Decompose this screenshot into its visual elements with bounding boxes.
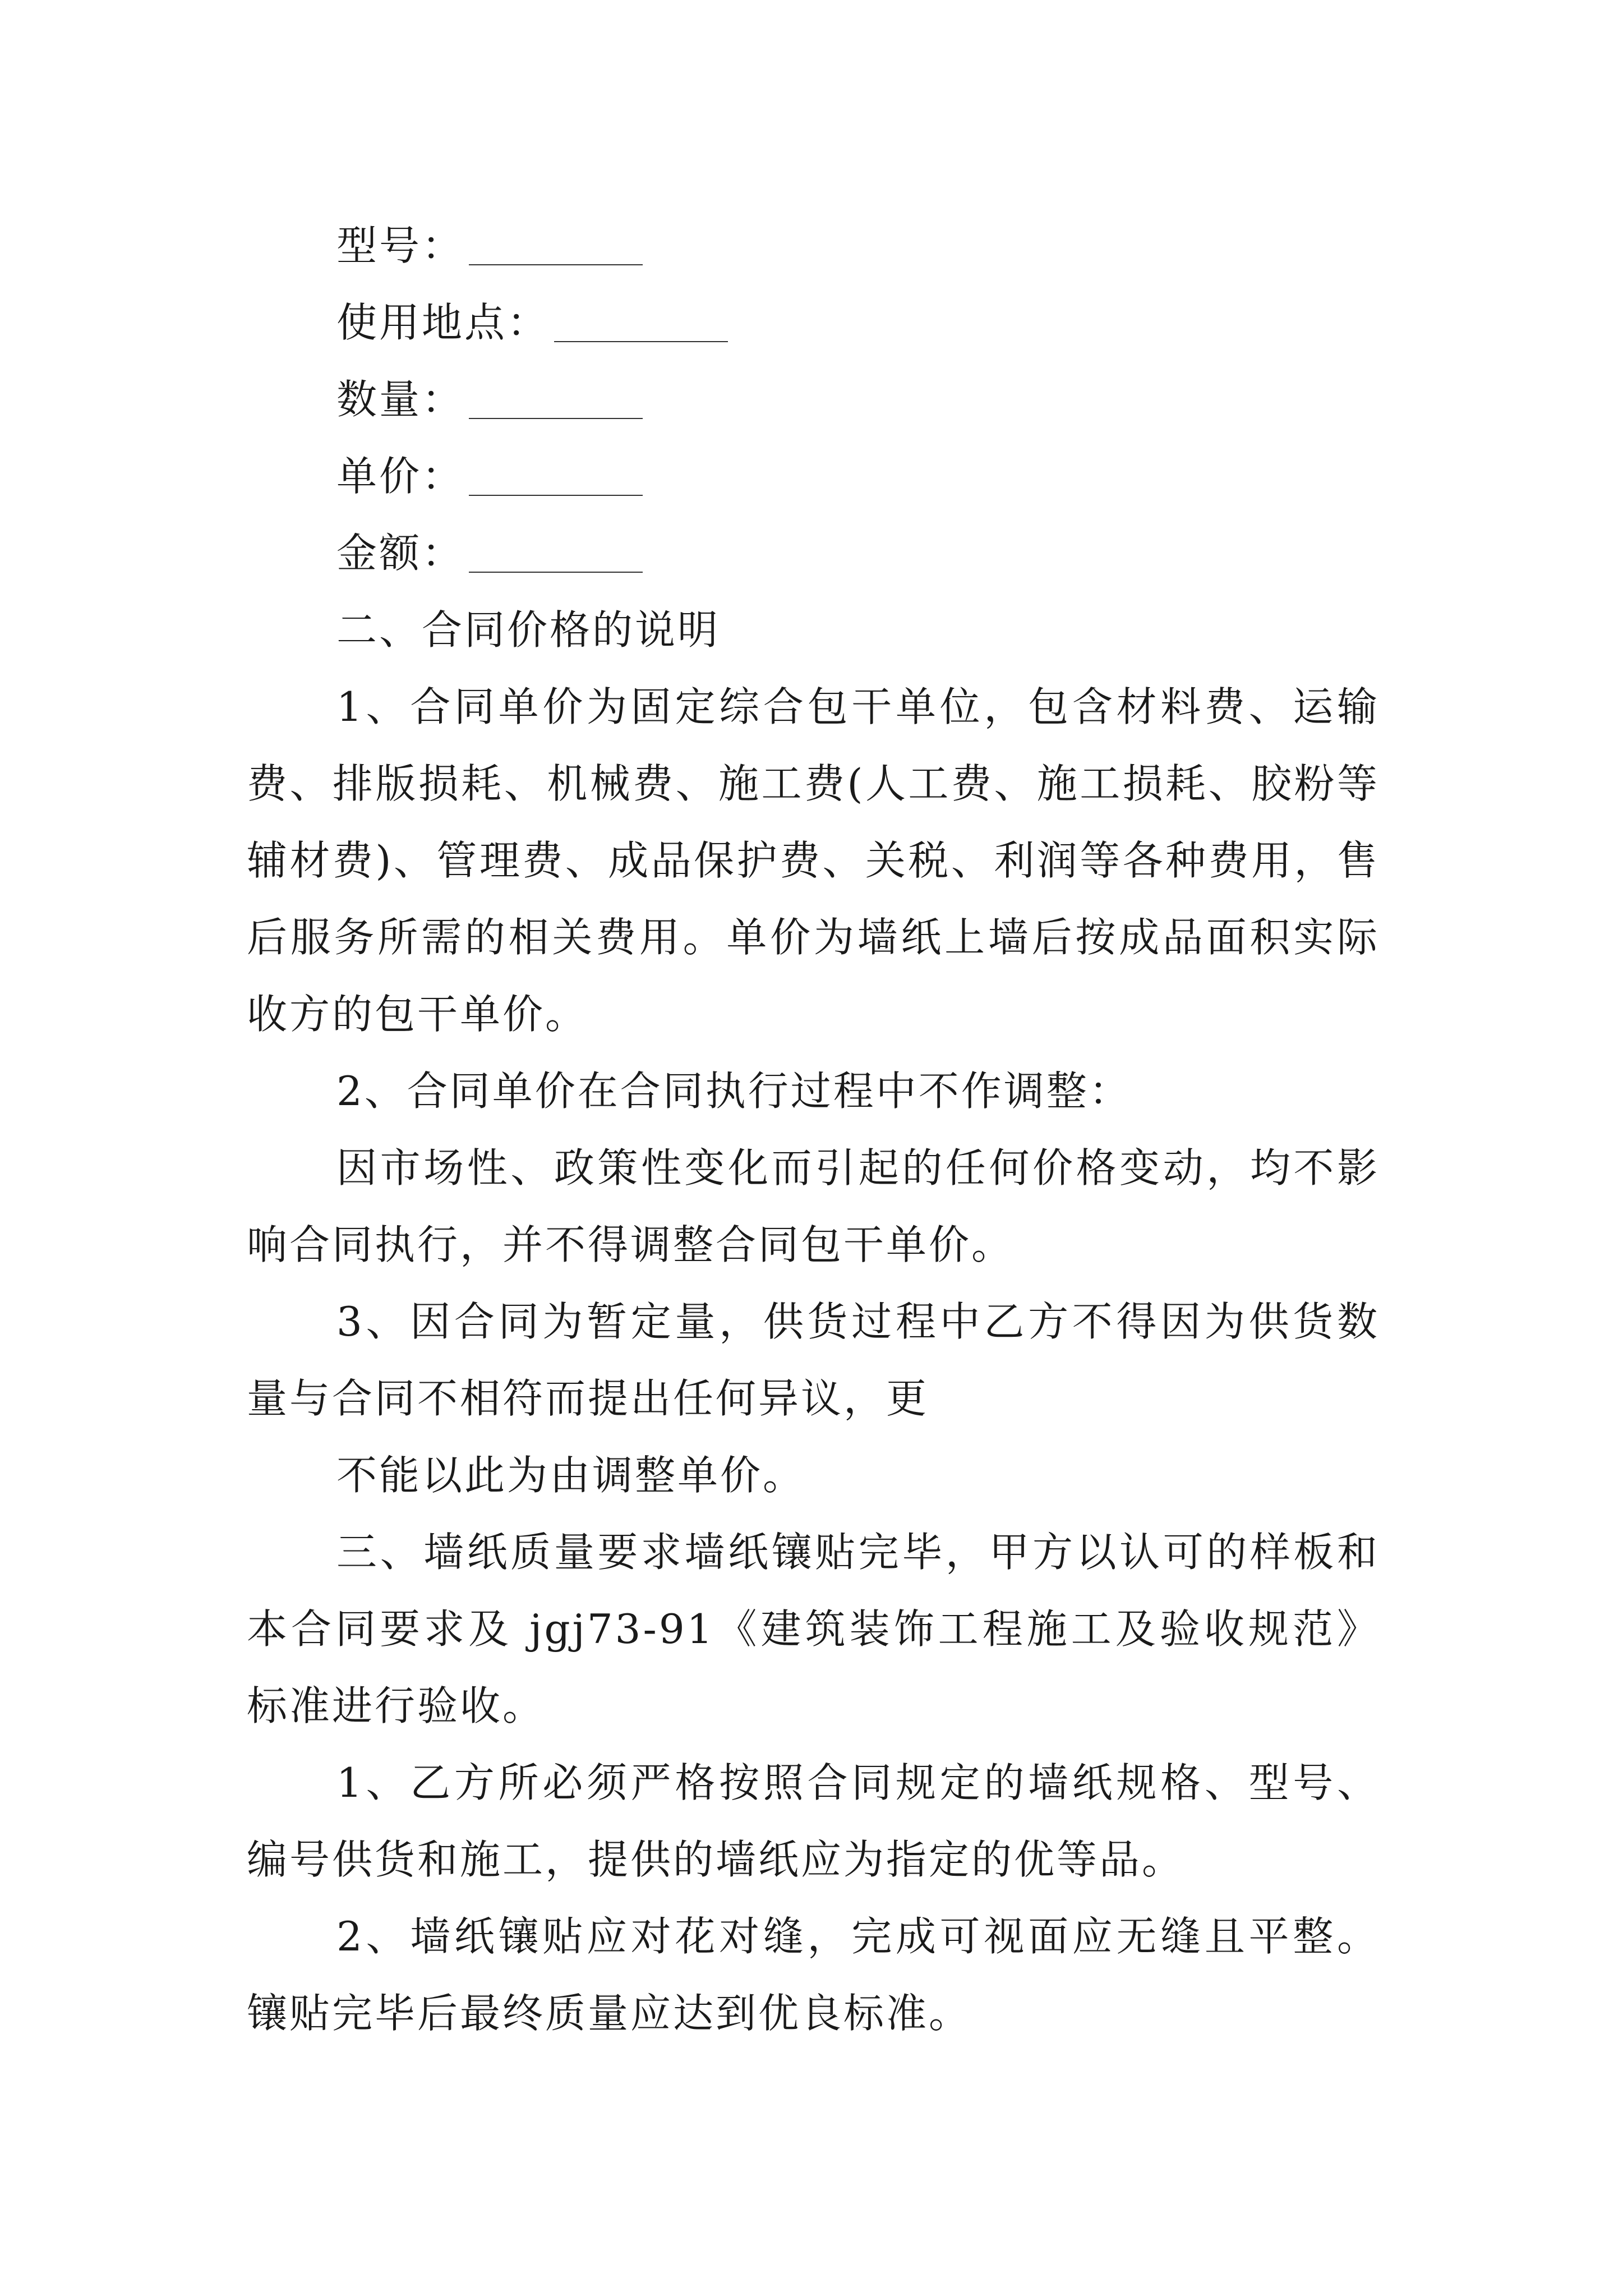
- paragraph-quality-1: 1、乙方所必须严格按照合同规定的墙纸规格、型号、编号供货和施工，提供的墙纸应为指定的优等品。: [247, 1759, 1380, 1883]
- field-quantity: [336, 361, 1380, 438]
- blank-line: [469, 495, 643, 496]
- paragraph-quality-2: 2、墙纸镶贴应对花对缝，完成可视面应无缝且平整。镶贴完毕后最终质量应达到优良标准。: [247, 1913, 1380, 2037]
- paragraph-price-2-detail: 因市场性、政策性变化而引起的任何价格变动，均不影响合同执行，并不得调整合同包干单价。: [247, 1144, 1380, 1268]
- field-model: [336, 208, 1380, 284]
- field-label: 数量：: [336, 376, 465, 423]
- paragraph-price-3-cont: 不能以此为由调整单价。: [336, 1452, 806, 1499]
- blank-line: [554, 341, 728, 342]
- paragraph-price-2: 2、合同单价在合同执行过程中不作调整：: [336, 1068, 1132, 1115]
- blank-line: [469, 264, 643, 265]
- paragraph-price-1: 1、合同单价为固定综合包干单位，包含材料费、运输费、排版损耗、机械费、施工费(人工费、施工损耗、胶粉等辅材费)、管理费、成品保护费、关税、利润等各种费用，售后服务所需的相关费用。单价为墙纸上墙后按成品面积实际收方的包干单价。: [247, 683, 1380, 1038]
- blank-line: [469, 572, 643, 573]
- field-location: [336, 284, 1380, 361]
- field-unit-price: [336, 438, 1380, 515]
- field-label: 单价：: [336, 453, 465, 500]
- field-label: 使用地点：: [336, 299, 550, 346]
- blank-line: [469, 418, 643, 419]
- field-amount: [336, 515, 1380, 592]
- document-body: [247, 208, 1380, 2052]
- field-label: 金额：: [336, 530, 465, 577]
- field-label: 型号：: [336, 222, 465, 269]
- section-heading-price: 二、合同价格的说明: [336, 606, 721, 654]
- paragraph-price-3: 3、因合同为暂定量，供货过程中乙方不得因为供货数量与合同不相符而提出任何异议，更: [247, 1298, 1380, 1422]
- section-heading-quality: 三、墙纸质量要求墙纸镶贴完毕，甲方以认可的样板和本合同要求及 jgj73-91《建筑装饰工程施工及验收规范》标准进行验收。: [247, 1529, 1380, 1729]
